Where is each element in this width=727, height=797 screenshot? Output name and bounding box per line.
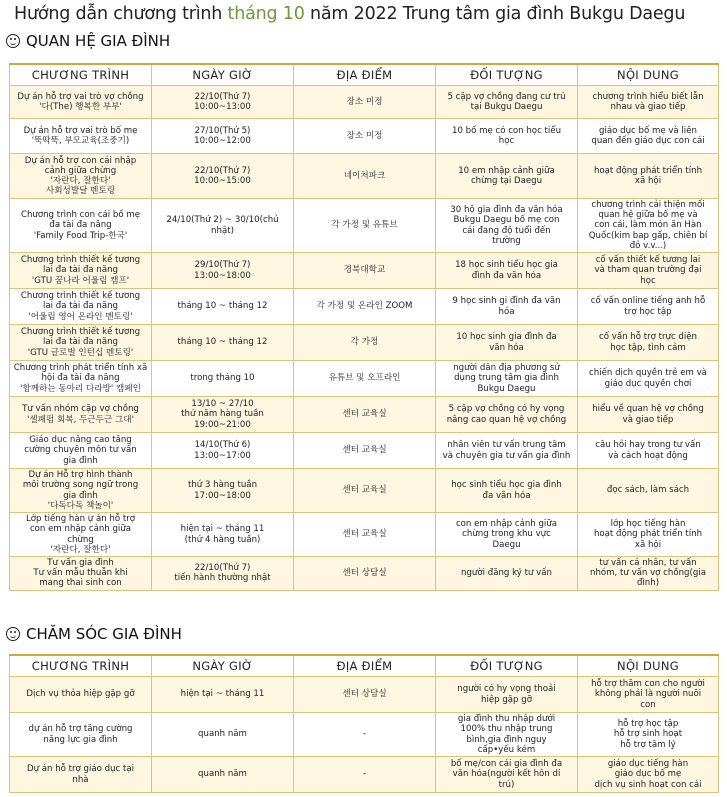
cell-time: trong tháng 10 bbox=[152, 361, 294, 397]
page-title bbox=[14, 4, 685, 24]
table-row bbox=[10, 433, 719, 469]
header-target: ĐỐI TƯỢNG bbox=[436, 655, 578, 677]
header-program: CHƯƠNG TRÌNH bbox=[10, 655, 152, 677]
table-row bbox=[10, 119, 719, 154]
cell-place: 센터 상담실 bbox=[294, 677, 436, 713]
table-row bbox=[10, 677, 719, 713]
cell-target: 5 cặp vợ chồng có hy vọng nâng cao quan hệ vợ chồng bbox=[436, 397, 578, 433]
cell-target: 10 học sinh gia đình đa văn hóa bbox=[436, 325, 578, 361]
cell-target: học sinh tiểu học gia đình đa văn hóa bbox=[436, 469, 578, 513]
cell-program: Dự án hỗ trợ con cái nhập cảnh giữa chừng '자란다, 잘한다' 사회성발달 멘토링 bbox=[10, 154, 152, 199]
header-content: NỘI DUNG bbox=[578, 64, 719, 86]
cell-place: 센터 상담실 bbox=[294, 557, 436, 591]
section2-heading-text: CHĂM SÓC GIA ĐÌNH bbox=[26, 625, 182, 643]
cell-time: hiện tại ~ tháng 11 bbox=[152, 677, 294, 713]
cell-time: 27/10(Thứ 5) 10:00~12:00 bbox=[152, 119, 294, 154]
cell-place: 경북대학교 bbox=[294, 253, 436, 289]
table-row bbox=[10, 199, 719, 253]
cell-time: thứ 3 hàng tuần 17:00~18:00 bbox=[152, 469, 294, 513]
cell-content: hỗ trợ thăm con cho người không phải là người nuôi con bbox=[578, 677, 719, 713]
cell-content: tư vấn cá nhân, tư vấn nhóm, tư vấn vợ chồng(gia đình) bbox=[578, 557, 719, 591]
cell-content: hỗ trợ học tập hỗ trợ sinh hoạt hỗ trợ tâm lý bbox=[578, 713, 719, 757]
table-header-row bbox=[10, 655, 719, 677]
family-care-table bbox=[9, 654, 719, 793]
cell-program: Dịch vụ thỏa hiệp gặp gỡ bbox=[10, 677, 152, 713]
cell-content: giáo dục bố mẹ và liên quan đến giáo dục con cái bbox=[578, 119, 719, 154]
cell-time: tháng 10 ~ tháng 12 bbox=[152, 289, 294, 325]
header-time: NGÀY GIỜ bbox=[152, 64, 294, 86]
cell-content: đọc sách, làm sách bbox=[578, 469, 719, 513]
cell-time: quanh năm bbox=[152, 713, 294, 757]
cell-program: Tư vấn gia đình Tư vấn mẫu thuẫn khi mang thai sinh con bbox=[10, 557, 152, 591]
header-program: CHƯƠNG TRÌNH bbox=[10, 64, 152, 86]
cell-target: người dân địa phương sử dụng trung tâm gia đình Bukgu Daegu bbox=[436, 361, 578, 397]
title-highlight: tháng 10 bbox=[227, 4, 305, 24]
table-header-row bbox=[10, 64, 719, 86]
cell-content: cố vấn hỗ trợ trực diện học tập, tình cảm bbox=[578, 325, 719, 361]
cell-target: 10 em nhập cảnh giữa chừng tại Daegu bbox=[436, 154, 578, 199]
cell-program: Chương trình con cái bố mẹ đa tài đa năng 'Family Food Trip-한국' bbox=[10, 199, 152, 253]
table-row bbox=[10, 557, 719, 591]
cell-place: - bbox=[294, 713, 436, 757]
cell-time: 29/10(Thứ 7) 13:00~18:00 bbox=[152, 253, 294, 289]
cell-target: người có hy vọng thoải hiệp gặp gỡ bbox=[436, 677, 578, 713]
cell-program: Giáo dục nâng cao tăng cường chuyên môn tư vấn gia đình bbox=[10, 433, 152, 469]
header-content: NỘI DUNG bbox=[578, 655, 719, 677]
title-suffix: năm 2022 Trung tâm gia đình Bukgu Daegu bbox=[304, 4, 686, 24]
cell-target: 9 học sinh gi đình đa văn hóa bbox=[436, 289, 578, 325]
cell-time: 22/10(Thứ 7) 10:00~13:00 bbox=[152, 86, 294, 119]
cell-time: tháng 10 ~ tháng 12 bbox=[152, 325, 294, 361]
cell-time: 24/10(Thứ 2) ~ 30/10(chủ nhật) bbox=[152, 199, 294, 253]
cell-program: Dự án Hỗ trợ hình thành môi trường song ngữ trong gia đình '다독다독 책놀이' bbox=[10, 469, 152, 513]
cell-content: hoạt động phát triển tính xã hội bbox=[578, 154, 719, 199]
cell-time: 22/10(Thứ 7) 10:00~15:00 bbox=[152, 154, 294, 199]
cell-program: Dự án hỗ trợ vai trò vợ chồng '다(The) 행복한 부부' bbox=[10, 86, 152, 119]
cell-place: 네이처파크 bbox=[294, 154, 436, 199]
cell-target: nhân viên tư vấn trung tâm và chuyên gia tư vấn gia đình bbox=[436, 433, 578, 469]
table-row bbox=[10, 154, 719, 199]
cell-place: 센터 교육실 bbox=[294, 433, 436, 469]
cell-place: 센터 교육실 bbox=[294, 469, 436, 513]
cell-content: cố vấn online tiếng anh hỗ trợ học tập bbox=[578, 289, 719, 325]
cell-time: quanh năm bbox=[152, 757, 294, 793]
cell-content: hiểu về quan hệ vợ chồng và giao tiếp bbox=[578, 397, 719, 433]
table-row bbox=[10, 86, 719, 119]
cell-program: Chương trình thiết kế tương lai đa tài đa năng 'GTU 글로벌 인턴십 멘토링' bbox=[10, 325, 152, 361]
table-row bbox=[10, 713, 719, 757]
family-relations-table bbox=[9, 63, 719, 591]
cell-content: lớp học tiếng hàn hoạt động phát triển tính xã hội bbox=[578, 513, 719, 557]
cell-program: Dự án hỗ trợ vai trò bố mẹ '뚝딱뚝, 부모교육(조중기) bbox=[10, 119, 152, 154]
cell-place: 센터 교육실 bbox=[294, 397, 436, 433]
cell-program: Chương trình thiết kế tương lai đa tài đa năng '어울림 영어 온라인 멘토링' bbox=[10, 289, 152, 325]
cell-program: dự án hỗ trợ tăng cường năng lực gia đình bbox=[10, 713, 152, 757]
cell-program: Dự án hỗ trợ giáo dục tại nhà bbox=[10, 757, 152, 793]
cell-place: 장소 미정 bbox=[294, 86, 436, 119]
cell-content: cố vấn thiết kế tương lai và tham quan trường đại học bbox=[578, 253, 719, 289]
cell-time: 14/10(Thứ 6) 13:00~17:00 bbox=[152, 433, 294, 469]
cell-target: gia đình thu nhập dưới 100% thu nhập trung bình,gia đình nguy cấp•yếu kém bbox=[436, 713, 578, 757]
cell-program: Chương trình thiết kế tương lai đa tài đa năng 'GTU 꿈나라 어울림 캠프' bbox=[10, 253, 152, 289]
table-row bbox=[10, 253, 719, 289]
header-target: ĐỐI TƯỢNG bbox=[436, 64, 578, 86]
cell-content: giáo dục tiếng hàn giáo dục bố mẹ dịch vụ sinh hoạt con cái bbox=[578, 757, 719, 793]
cell-target: người đăng ký tư vấn bbox=[436, 557, 578, 591]
table-row bbox=[10, 289, 719, 325]
header-place: ĐỊA ĐIỂM bbox=[294, 64, 436, 86]
cell-place: 센터 교육실 bbox=[294, 513, 436, 557]
cell-place: - bbox=[294, 757, 436, 793]
cell-time: 13/10 ~ 27/10 thứ năm hàng tuần 19:00~21:00 bbox=[152, 397, 294, 433]
header-time: NGÀY GIỜ bbox=[152, 655, 294, 677]
table-row bbox=[10, 757, 719, 793]
cell-program: Lớp tiếng hàn ự án hỗ trợ con em nhập cảnh giữa chừng '자란다, 잘한다' bbox=[10, 513, 152, 557]
cell-target: 18 học sinh tiểu học gia đình đa văn hóa bbox=[436, 253, 578, 289]
section-heading-family-care bbox=[6, 625, 182, 643]
section-heading-family-relations bbox=[6, 32, 170, 50]
cell-program: Chương trình phát triển tính xã hội đa tài đa năng '함께하는 동아리 다라방' 캠페인 bbox=[10, 361, 152, 397]
cell-target: 10 bố mẹ có con học tiểu học bbox=[436, 119, 578, 154]
cell-program: Tư vấn nhóm cặp vợ chồng '셀패펌 회복, 두근두근 그대' bbox=[10, 397, 152, 433]
cell-place: 각 가정 및 유튜브 bbox=[294, 199, 436, 253]
cell-content: chiến dịch quyền trẻ em và giáo dục quyền chơi bbox=[578, 361, 719, 397]
cell-content: câu hỏi hay trong tư vấn và cách hoạt động bbox=[578, 433, 719, 469]
section1-heading-text: QUAN HỆ GIA ĐÌNH bbox=[26, 32, 171, 50]
cell-place: 각 가정 bbox=[294, 325, 436, 361]
table-row bbox=[10, 325, 719, 361]
table-row bbox=[10, 469, 719, 513]
table-row bbox=[10, 397, 719, 433]
smiley-icon bbox=[6, 34, 20, 48]
table-row bbox=[10, 361, 719, 397]
cell-content: chương trình cải thiện mối quan hệ giữa bố mẹ và con cái, làm món ăn Hàn Quốc(kim bap gấp, chiên bí đỏ v.v...) bbox=[578, 199, 719, 253]
cell-place: 각 가정 및 온라인 ZOOM bbox=[294, 289, 436, 325]
cell-target: 30 hộ gia đình đa văn hóa Bukgu Daegu bố mẹ con cái đang độ tuổi đến trường bbox=[436, 199, 578, 253]
cell-content: chương trình hiểu biết lẫn nhau và giao tiếp bbox=[578, 86, 719, 119]
header-place: ĐỊA ĐIỂM bbox=[294, 655, 436, 677]
cell-time: 22/10(Thứ 7) tiến hành thường nhật bbox=[152, 557, 294, 591]
cell-target: bố mẹ/con cái gia đình đa văn hóa(người kết hôn di trú) bbox=[436, 757, 578, 793]
cell-place: 유튜브 및 오프라인 bbox=[294, 361, 436, 397]
smiley-icon bbox=[6, 627, 20, 641]
cell-place: 장소 미정 bbox=[294, 119, 436, 154]
cell-target: con em nhập cảnh giữa chừng trong khu vực Daegu bbox=[436, 513, 578, 557]
cell-time: hiện tại ~ tháng 11 (thứ 4 hàng tuần) bbox=[152, 513, 294, 557]
title-prefix: Hướng dẫn chương trình bbox=[14, 4, 228, 24]
table-row bbox=[10, 513, 719, 557]
cell-target: 5 cặp vợ chồng đang cư trú tại Bukgu Daegu bbox=[436, 86, 578, 119]
